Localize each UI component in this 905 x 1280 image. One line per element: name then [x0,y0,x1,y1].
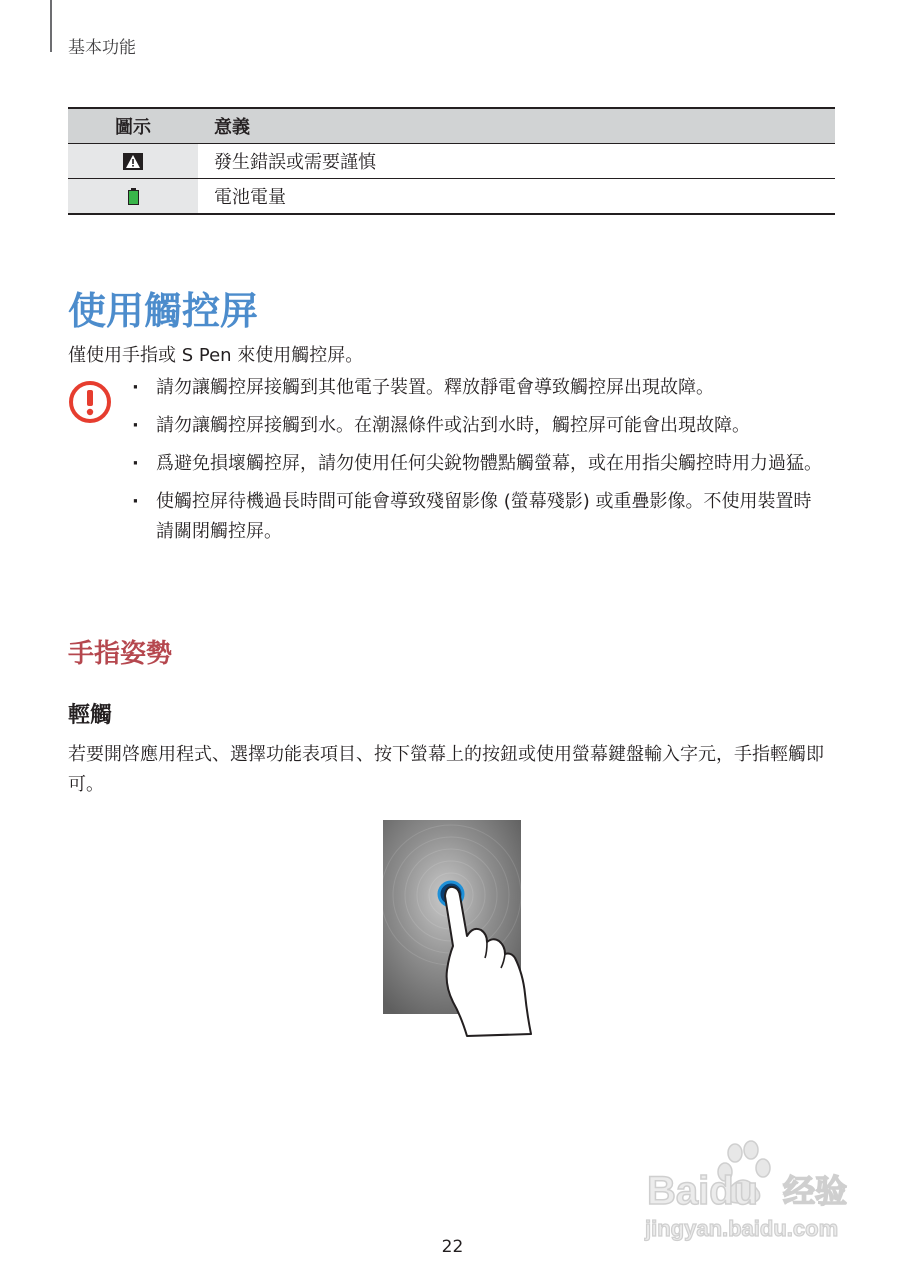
column-header-icon: 圖示 [68,108,198,144]
caution-item: · 使觸控屏待機過長時間可能會導致殘留影像 (螢幕殘影) 或重疊影像。不使用裝置時請關閉觸控屏。 [128,487,828,547]
watermark-brand-cn: 经验 [783,1172,848,1210]
column-header-meaning: 意義 [198,108,835,144]
section-title: 基本功能 [68,38,136,58]
caution-list [128,373,828,555]
tap-gesture-illustration [383,820,543,1040]
caution-item: · 請勿讓觸控屏接觸到水。在潮濕條件或沾到水時，觸控屏可能會出現故障。 [128,411,828,441]
table-header-row [68,108,835,144]
touchscreen-intro: 僅使用手指或 S Pen 來使用觸控屏。 [68,345,364,366]
battery-icon [128,188,139,205]
caution-item: · 爲避免損壞觸控屏，請勿使用任何尖銳物體點觸螢幕，或在用指尖觸控時用力過猛。 [128,449,828,479]
table-icon-cell [68,179,198,215]
caution-exclamation-icon [68,380,112,424]
warning-triangle-icon [123,153,143,170]
table-row [68,179,835,215]
icon-table [68,107,835,215]
touchscreen-title: 使用觸控屏 [68,289,259,333]
table-meaning-cell: 發生錯誤或需要謹慎 [198,144,835,179]
header-rule [50,0,52,52]
table-row [68,144,835,179]
baidu-watermark-logo [643,1140,855,1250]
watermark-brand: Baidu [647,1169,759,1213]
tap-description: 若要開啓應用程式、選擇功能表項目、按下螢幕上的按鈕或使用螢幕鍵盤輸入字元，手指輕觸即可。 [68,744,824,795]
watermark-url: jingyan.baidu.com [645,1216,839,1241]
finger-gestures-title: 手指姿勢 [68,639,173,669]
caution-item: · 請勿讓觸控屏接觸到其他電子裝置。釋放靜電會導致觸控屏出現故障。 [128,373,828,403]
table-meaning-cell: 電池電量 [198,179,835,215]
page-number: 22 [441,1237,464,1257]
table-icon-cell [68,144,198,179]
tap-title: 輕觸 [68,703,113,728]
